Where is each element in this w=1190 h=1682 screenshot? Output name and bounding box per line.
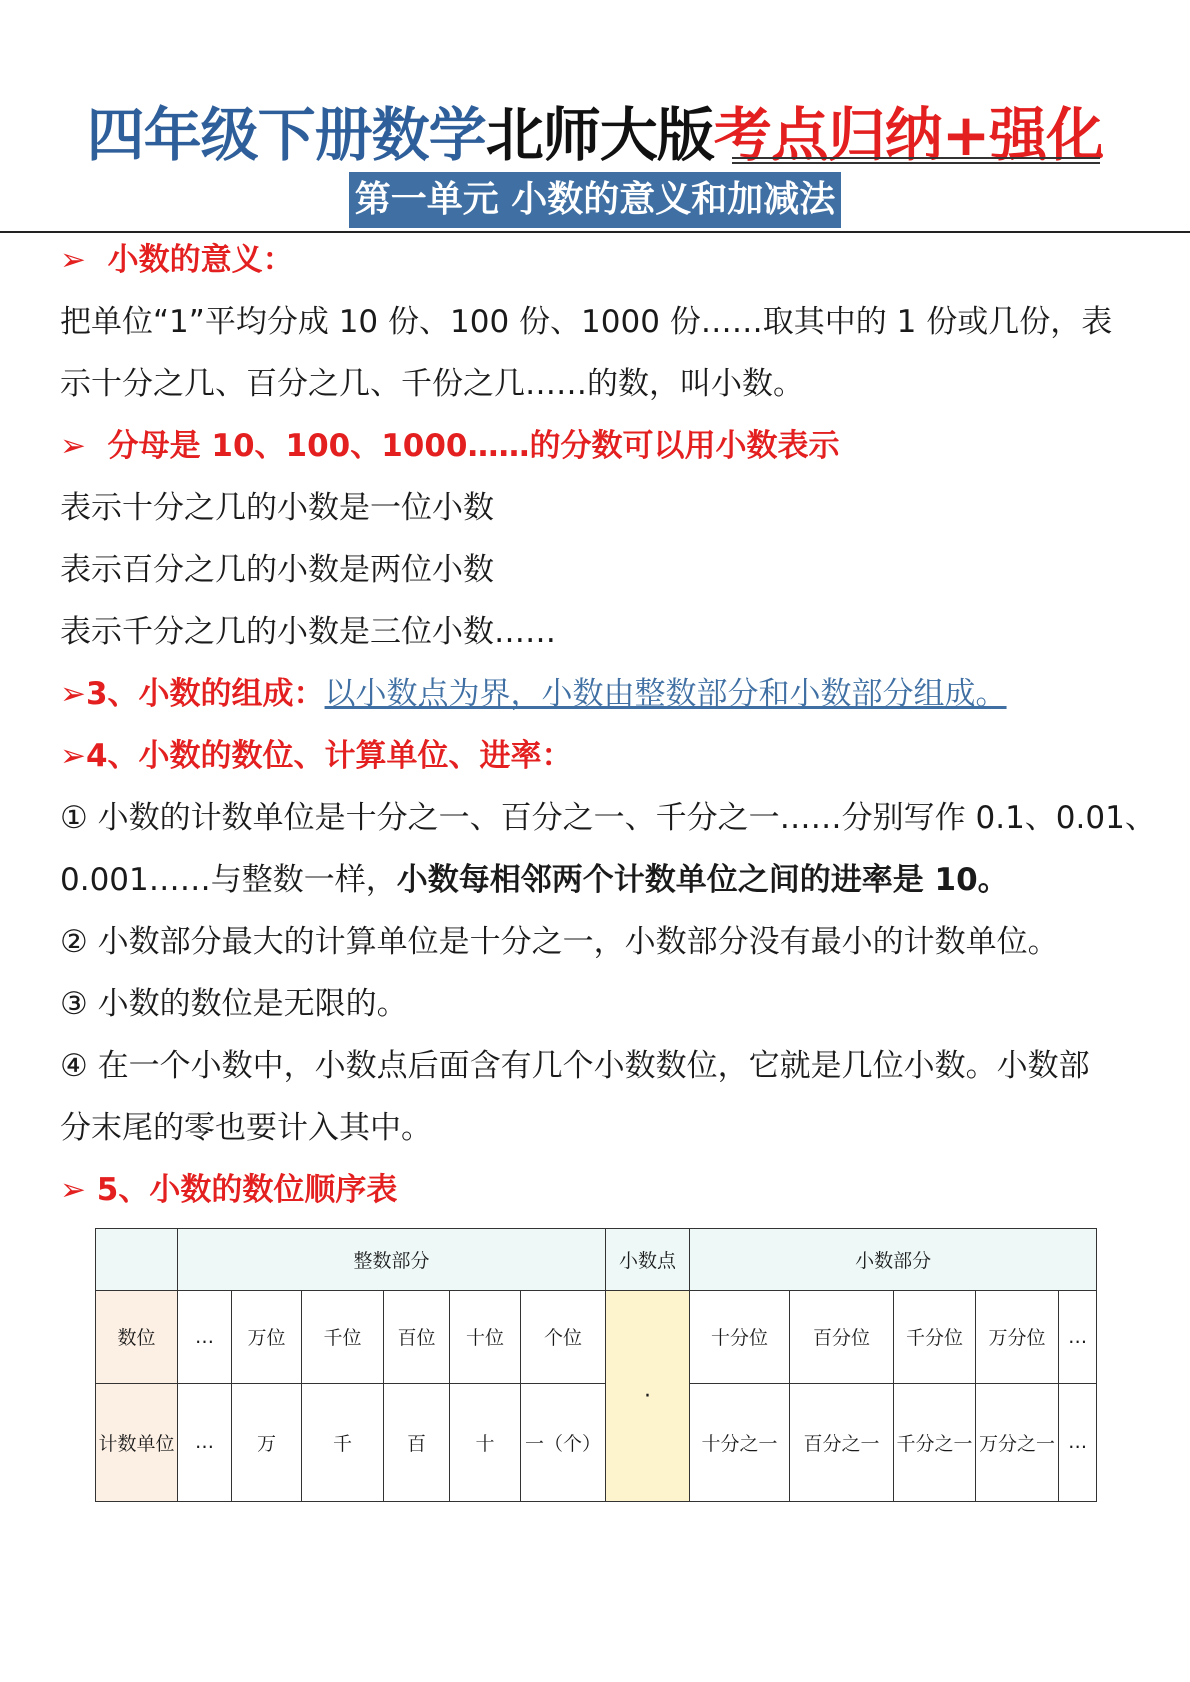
paragraph-line: 表示百分之几的小数是两位小数	[60, 552, 494, 588]
place-value-table	[95, 1228, 1097, 1502]
table-header-row	[96, 1229, 1097, 1291]
title-part-topic: 考点归纳+强化	[713, 101, 1104, 169]
row-label-place: 数位	[96, 1291, 178, 1383]
table-cell: 十分之一	[690, 1383, 790, 1501]
table-cell: 百分之一	[790, 1383, 894, 1501]
unit-subtitle: 第一单元 小数的意义和加减法	[349, 172, 842, 228]
paragraph-line: ② 小数部分最大的计算单位是十分之一，小数部分没有最小的计数单位。	[60, 924, 1059, 960]
table-cell: 十	[450, 1383, 521, 1501]
table-cell: 十分位	[690, 1291, 790, 1383]
table-cell: 万位	[232, 1291, 302, 1383]
bullet-arrow-icon: ➢	[60, 428, 86, 464]
paragraph-line: 示十分之几、百分之几、千份之几……的数，叫小数。	[60, 366, 804, 402]
table-cell: 百分位	[790, 1291, 894, 1383]
table-cell: 百位	[384, 1291, 450, 1383]
section-heading-text: ➢3、小数的组成：	[60, 676, 325, 712]
section-composition	[60, 674, 1007, 714]
table-cell: 个位	[521, 1291, 606, 1383]
table-row	[96, 1383, 1097, 1501]
table-cell: 千分之一	[894, 1383, 976, 1501]
table-row	[96, 1291, 1097, 1383]
paragraph-line: 分末尾的零也要计入其中。	[60, 1110, 432, 1146]
section-fraction-heading	[60, 426, 840, 466]
table-cell: 万	[232, 1383, 302, 1501]
section-table-heading: ➢ 5、小数的数位顺序表	[60, 1172, 398, 1208]
table-corner-cell	[96, 1229, 178, 1291]
title-double-underline	[732, 157, 1100, 164]
paragraph-line: ④ 在一个小数中，小数点后面含有几个小数数位，它就是几位小数。小数部	[60, 1048, 1090, 1084]
table-cell: 千位	[302, 1291, 384, 1383]
row-label-unit: 计数单位	[96, 1383, 178, 1501]
table-cell: 百	[384, 1383, 450, 1501]
section-heading-text: 小数的意义：	[107, 242, 294, 278]
title-part-grade: 四年级下册数学	[86, 101, 486, 169]
emphasis-text: 小数每相邻两个计数单位之间的进率是 10。	[396, 862, 1009, 898]
decimal-point-cell: ·	[606, 1291, 690, 1502]
paragraph-text: 0.001……与整数一样，	[60, 862, 397, 898]
table-cell: …	[1059, 1291, 1097, 1383]
integer-part-header: 整数部分	[178, 1229, 606, 1291]
composition-text: 以小数点为界，小数由整数部分和小数部分组成。	[324, 676, 1007, 712]
decimal-part-header: 小数部分	[690, 1229, 1097, 1291]
section-place-heading: ➢4、小数的数位、计算单位、进率：	[60, 738, 573, 774]
table-cell: 千分位	[894, 1291, 976, 1383]
decimal-point-header: 小数点	[606, 1229, 690, 1291]
table-cell: 万分之一	[976, 1383, 1059, 1501]
paragraph-line: ③ 小数的数位是无限的。	[60, 986, 408, 1022]
paragraph-line: ① 小数的计数单位是十分之一、百分之一、千分之一……分别写作 0.1、0.01、	[60, 800, 1156, 836]
table-cell: 一（个）	[521, 1383, 606, 1501]
header-divider	[0, 231, 1190, 233]
table-cell: 千	[302, 1383, 384, 1501]
paragraph-line	[60, 860, 1009, 900]
table-cell: …	[178, 1291, 232, 1383]
section-meaning-heading	[60, 240, 294, 280]
table-cell: 十位	[450, 1291, 521, 1383]
section-heading-text: 分母是 10、100、1000……的分数可以用小数表示	[107, 428, 840, 464]
table-cell: 万分位	[976, 1291, 1059, 1383]
table-cell: …	[1059, 1383, 1097, 1501]
table-cell: …	[178, 1383, 232, 1501]
paragraph-line: 表示千分之几的小数是三位小数……	[60, 614, 556, 650]
paragraph-line: 表示十分之几的小数是一位小数	[60, 490, 494, 526]
bullet-arrow-icon: ➢	[60, 242, 86, 278]
title-part-edition: 北师大版	[485, 101, 714, 169]
paragraph-line: 把单位“1”平均分成 10 份、100 份、1000 份……取其中的 1 份或几份，表	[60, 304, 1113, 340]
subtitle-banner	[0, 172, 1190, 228]
